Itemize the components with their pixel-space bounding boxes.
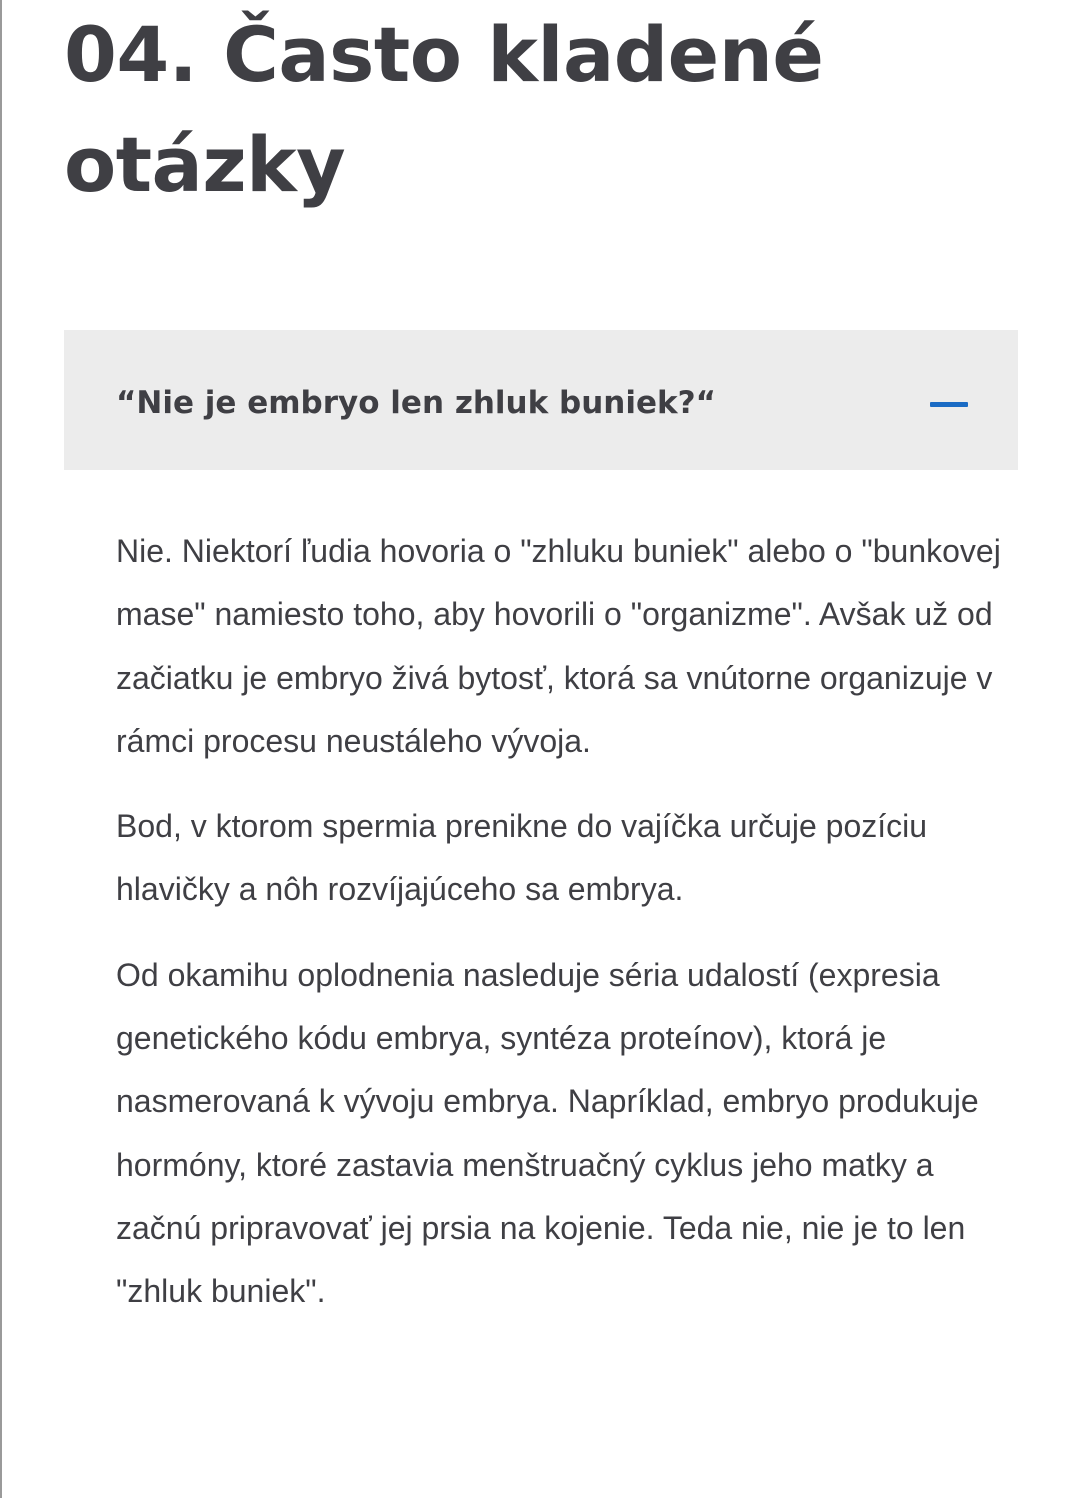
page-left-border bbox=[0, 0, 2, 1498]
answer-paragraph: Od okamihu oplodnenia nasleduje séria udalostí (expresia genetického kódu embrya, syntéza proteínov), ktorá je nasmerovaná k vývoju embrya. Napríklad, embryo produkuje hormóny, ktoré zastavia menštruačný cyklus jeho matky a začnú pripravovať jej prsia na kojenie. Teda nie, nie je to len "zhluk buniek". bbox=[116, 956, 979, 1310]
faq-question: “Nie je embryo len zhluk buniek?“ bbox=[116, 385, 716, 421]
page-title: 04. Často kladené otázky bbox=[64, 10, 824, 209]
minus-icon[interactable] bbox=[930, 402, 968, 407]
answer-paragraph: Nie. Niektorí ľudia hovoria o "zhluku buniek" alebo o "bunkovej mase" namiesto toho, aby hovorili o "organizme". Avšak už od začiatku je embryo živá bytosť, ktorá sa vnútorne organizuje v rámci procesu neustáleho vývoja. bbox=[116, 533, 1001, 759]
faq-answer bbox=[116, 520, 1016, 1346]
faq-accordion-header[interactable] bbox=[64, 330, 1018, 470]
answer-paragraph: Bod, v ktorom spermia prenikne do vajíčka určuje pozíciu hlavičky a nôh rozvíjajúceho sa embrya. bbox=[116, 808, 928, 908]
